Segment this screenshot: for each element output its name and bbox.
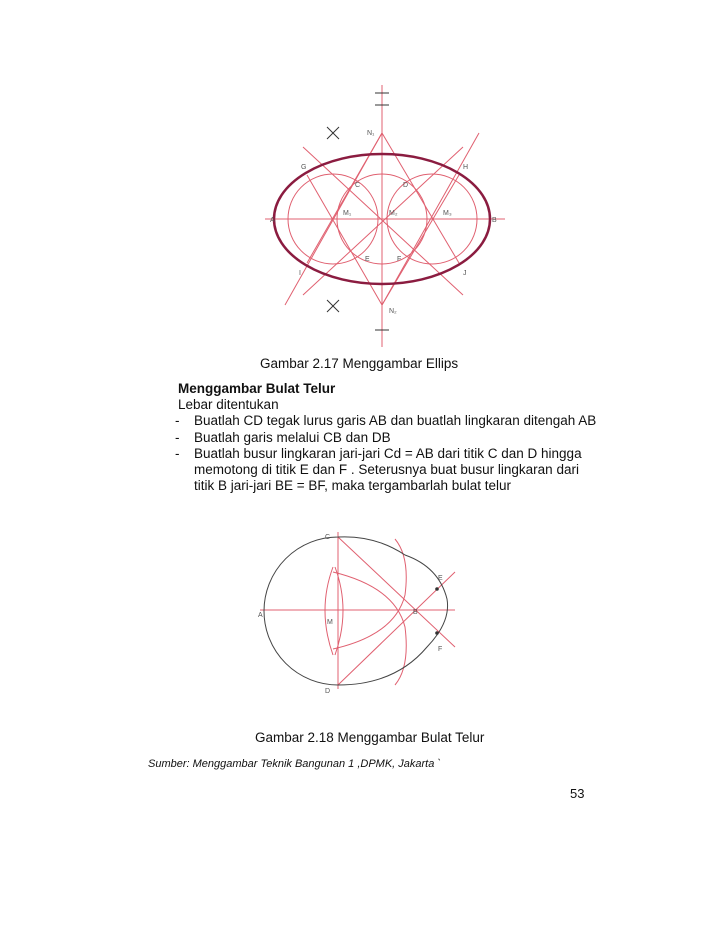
fig1-label-n1: N₁ bbox=[367, 130, 375, 137]
bullet-text: Buatlah busur lingkaran jari-jari Cd = AB dari titik C dan D hingga memotong di titik E dan F . Seterusnya buat busur lingkaran dari titik B jari-jari BE = BF, maka tergambarlah bulat telur bbox=[194, 445, 582, 494]
egg-section bbox=[175, 381, 598, 494]
bullet-text: Buatlah garis melalui CB dan DB bbox=[194, 429, 391, 445]
bullet-dash: - bbox=[175, 413, 180, 429]
section-subtitle: Lebar ditentukan bbox=[178, 397, 279, 413]
fig1-label-f: F bbox=[397, 256, 402, 263]
egg-drawing bbox=[255, 527, 465, 697]
fig1-label-m1: M₁ bbox=[343, 210, 352, 217]
fig2-label-e: E bbox=[438, 575, 443, 582]
fig2-label-d: D bbox=[325, 688, 331, 695]
fig2-label-c: C bbox=[325, 534, 331, 541]
bullet-text: Buatlah CD tegak lurus garis AB dan buatlah lingkaran ditengah AB bbox=[194, 413, 597, 429]
bullet-item bbox=[171, 430, 598, 446]
bullet-dash: - bbox=[175, 429, 180, 445]
figure1-caption: Gambar 2.17 Menggambar Ellips bbox=[260, 356, 459, 371]
fig1-label-m3: M₃ bbox=[443, 210, 452, 217]
fig1-label-h: H bbox=[463, 164, 469, 171]
fig1-label-a: A bbox=[270, 217, 275, 224]
source-citation: Sumber: Menggambar Teknik Bangunan 1 ,DPMK, Jakarta ` bbox=[148, 758, 442, 770]
fig1-label-d: D bbox=[403, 182, 409, 189]
fig1-label-i: I bbox=[299, 270, 301, 277]
bullet-item bbox=[171, 413, 598, 429]
fig1-label-m2: M₂ bbox=[389, 210, 398, 217]
fig1-label-n2: N₂ bbox=[389, 308, 397, 315]
page-number: 53 bbox=[570, 786, 585, 801]
bullet-item bbox=[171, 446, 598, 495]
fig1-label-e: E bbox=[365, 256, 370, 263]
fig2-label-a: A bbox=[258, 612, 263, 619]
ellipse-drawing bbox=[265, 85, 505, 350]
egg-figure bbox=[255, 527, 465, 697]
fig1-label-g: G bbox=[301, 164, 307, 171]
ellipse-figure bbox=[265, 85, 505, 350]
fig2-label-b: B bbox=[413, 609, 418, 616]
fig1-label-c: C bbox=[355, 182, 361, 189]
bullet-dash: - bbox=[175, 445, 180, 461]
section-title: Menggambar Bulat Telur bbox=[178, 381, 336, 396]
figure2-caption: Gambar 2.18 Menggambar Bulat Telur bbox=[255, 730, 485, 745]
fig1-label-j: J bbox=[463, 270, 467, 277]
fig2-label-m: M bbox=[327, 619, 333, 626]
fig1-label-b: B bbox=[492, 217, 497, 224]
fig2-label-f: F bbox=[438, 646, 443, 653]
